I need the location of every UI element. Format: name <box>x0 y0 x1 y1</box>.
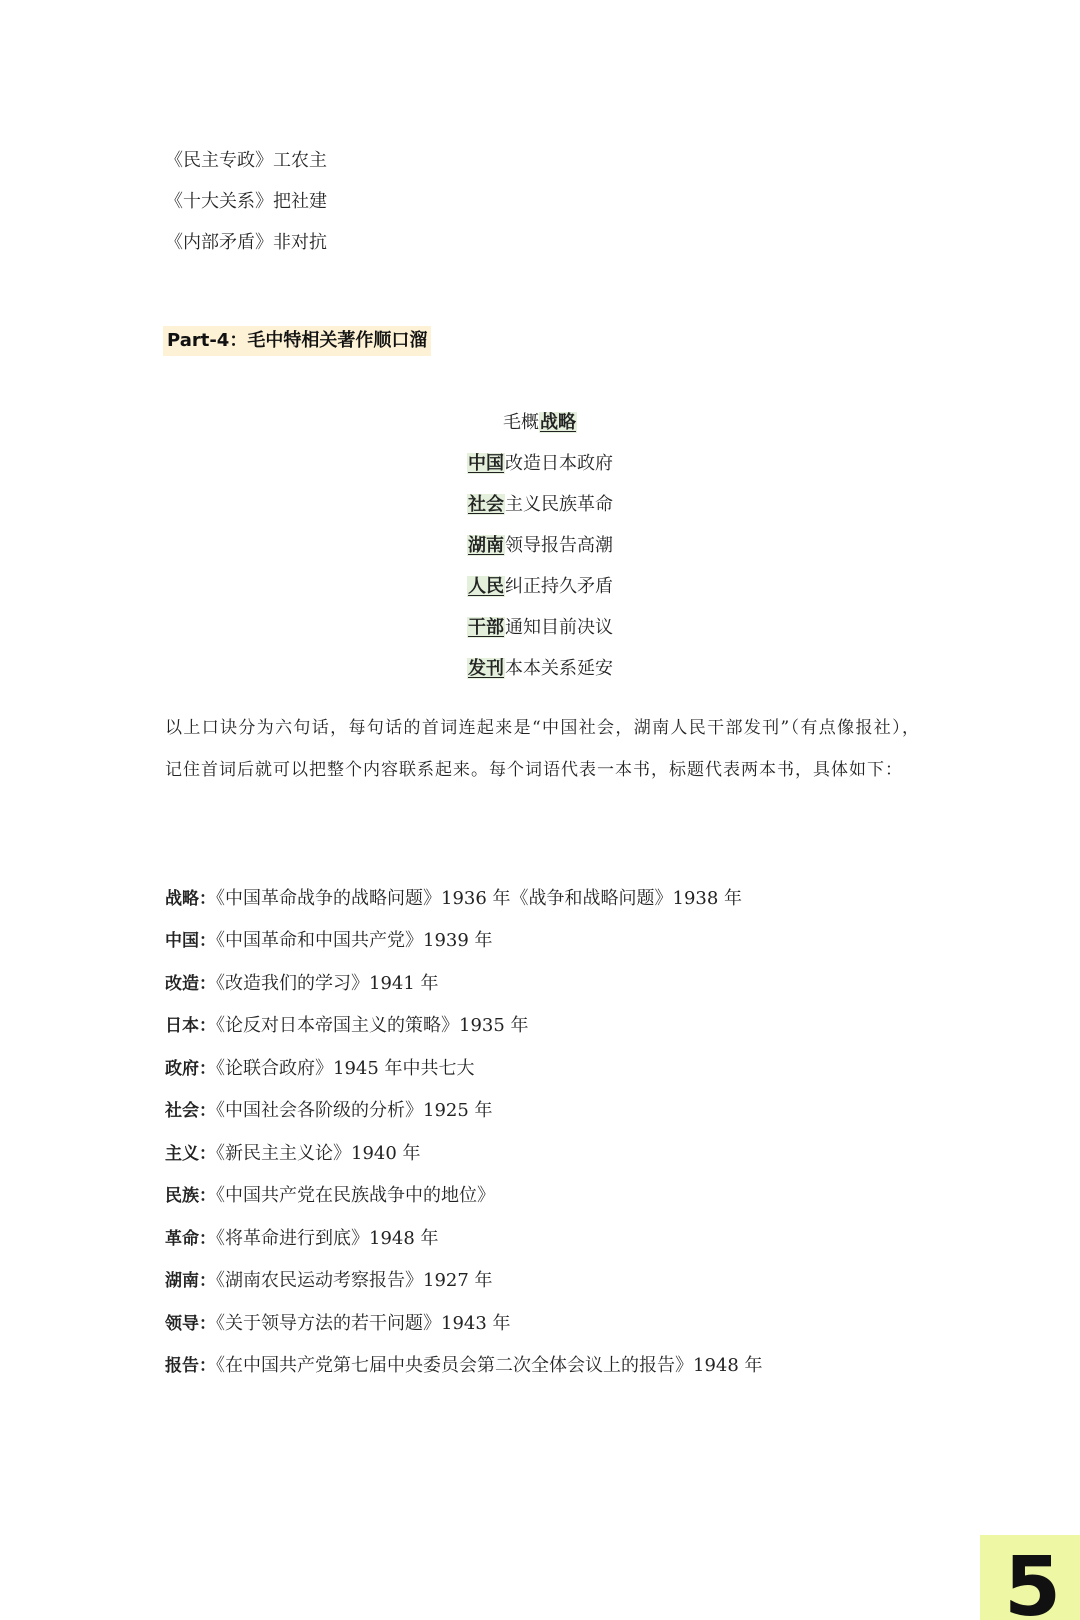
book-row <box>165 1183 495 1209</box>
book-title: 《论反对日本帝国主义的策略》1935 年 <box>216 1015 529 1036</box>
mnemonic-title <box>0 410 1080 436</box>
explanation-paragraph: 以上口诀分为六句话，每句话的首词连起来是“中国社会，湖南人民干部发刊”（有点像报社），记住首词后就可以把整个内容联系起来。每个词语代表一本书，标题代表两本书，具体如下： <box>165 718 920 780</box>
book-title: 《将革命进行到底》1948 年 <box>216 1228 439 1249</box>
book-row <box>165 1353 763 1379</box>
book-key: 主义： <box>165 1144 216 1164</box>
section-heading: Part-4：毛中特相关著作顺口溜 <box>163 326 431 356</box>
book-key: 湖南： <box>165 1271 216 1291</box>
mnemonic-key: 发刊 <box>468 658 504 679</box>
book-title: 《中国共产党在民族战争中的地位》 <box>216 1185 495 1206</box>
mnemonic-key: 人民 <box>468 576 504 597</box>
book-row <box>165 1268 493 1294</box>
mnemonic-rest: 通知目前决议 <box>505 617 613 638</box>
book-title: 《论联合政府》1945 年中共七大 <box>216 1058 475 1079</box>
book-key: 领导： <box>165 1314 216 1334</box>
book-key: 社会： <box>165 1101 216 1121</box>
mnemonic-line <box>0 574 1080 600</box>
mnemonic-rest: 主义民族革命 <box>505 494 613 515</box>
mnemonic-title-highlight: 战略 <box>540 412 576 433</box>
mnemonic-line <box>0 451 1080 477</box>
mnemonic-rest: 本本关系延安 <box>505 658 613 679</box>
book-title: 《湖南农民运动考察报告》1927 年 <box>216 1270 493 1291</box>
mnemonic-line <box>0 615 1080 641</box>
book-key: 革命： <box>165 1229 216 1249</box>
mnemonic-rest: 领导报告高潮 <box>505 535 613 556</box>
page-number-badge <box>980 1535 1080 1620</box>
book-key: 政府： <box>165 1059 216 1079</box>
page-number: 5 <box>1004 1540 1062 1620</box>
mnemonic-title-plain: 毛概 <box>503 412 539 433</box>
book-key: 中国： <box>165 931 216 951</box>
book-title: 《中国革命战争的战略问题》1936 年《战争和战略问题》1938 年 <box>216 888 743 909</box>
book-row <box>165 1013 529 1039</box>
book-title: 《新民主主义论》1940 年 <box>216 1143 421 1164</box>
book-key: 报告： <box>165 1356 216 1376</box>
book-title: 《中国革命和中国共产党》1939 年 <box>216 930 493 951</box>
mnemonic-rest: 改造日本政府 <box>505 453 613 474</box>
book-title: 《在中国共产党第七届中央委员会第二次全体会议上的报告》1948 年 <box>216 1355 763 1376</box>
book-key: 日本： <box>165 1016 216 1036</box>
book-title: 《中国社会各阶级的分析》1925 年 <box>216 1100 493 1121</box>
mnemonic-key: 干部 <box>468 617 504 638</box>
mnemonic-line <box>0 492 1080 518</box>
mnemonic-rest: 纠正持久矛盾 <box>505 576 613 597</box>
book-row <box>165 971 439 997</box>
book-title: 《改造我们的学习》1941 年 <box>216 973 439 994</box>
book-row <box>165 1226 439 1252</box>
book-line-democratic-dictatorship: 《民主专政》工农主 <box>165 150 327 171</box>
book-row <box>165 1056 475 1082</box>
mnemonic-key: 湖南 <box>468 535 504 556</box>
book-key: 改造： <box>165 974 216 994</box>
book-line-ten-relations: 《十大关系》把社建 <box>165 191 327 212</box>
book-row <box>165 1098 493 1124</box>
book-key: 战略： <box>165 889 216 909</box>
book-key: 民族： <box>165 1186 216 1206</box>
mnemonic-key: 中国 <box>468 453 504 474</box>
book-row <box>165 928 493 954</box>
mnemonic-line <box>0 656 1080 682</box>
mnemonic-line <box>0 533 1080 559</box>
book-row <box>165 1141 421 1167</box>
book-title: 《关于领导方法的若干问题》1943 年 <box>216 1313 511 1334</box>
book-row <box>165 886 742 912</box>
book-line-internal-contradictions: 《内部矛盾》非对抗 <box>165 232 327 253</box>
book-row <box>165 1311 511 1337</box>
mnemonic-key: 社会 <box>468 494 504 515</box>
